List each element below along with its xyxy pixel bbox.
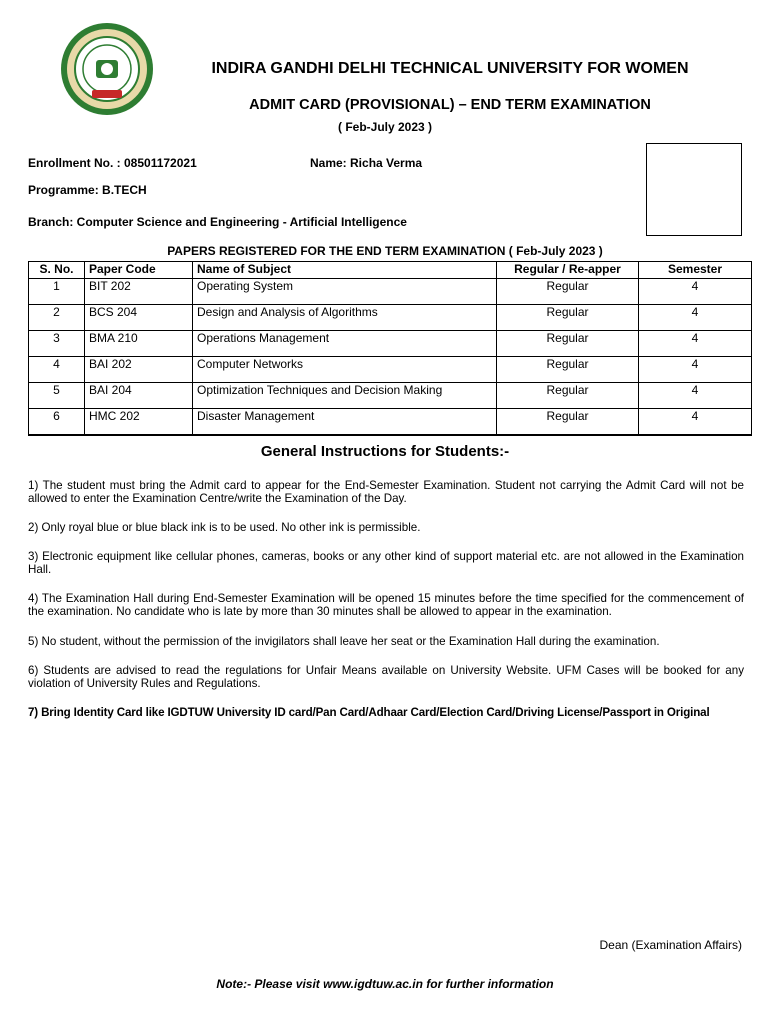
cell-code: BMA 210 [85, 331, 193, 357]
cell-type: Regular [497, 331, 639, 357]
cell-sno: 4 [29, 357, 85, 383]
table-row [29, 409, 752, 436]
cell-type: Regular [497, 279, 639, 305]
cell-code: HMC 202 [85, 409, 193, 436]
university-name: INDIRA GANDHI DELHI TECHNICAL UNIVERSITY FOR WOMEN [211, 60, 689, 77]
instruction-item: 3) Electronic equipment like cellular phones, cameras, books or any other kind of support material etc. are not allowed in the Examination Hall. [28, 550, 744, 576]
col-semester: Semester [639, 262, 752, 279]
col-paper-code: Paper Code [85, 262, 193, 279]
cell-code: BCS 204 [85, 305, 193, 331]
table-header-row [29, 262, 752, 279]
cell-type: Regular [497, 305, 639, 331]
col-sno: S. No. [29, 262, 85, 279]
cell-type: Regular [497, 409, 639, 436]
cell-subject: Operations Management [193, 331, 497, 357]
table-row [29, 279, 752, 305]
cell-subject: Optimization Techniques and Decision Making [193, 383, 497, 409]
cell-code: BAI 204 [85, 383, 193, 409]
table-row [29, 305, 752, 331]
branch: Branch: Computer Science and Engineering - Artificial Intelligence [28, 215, 407, 229]
cell-sno: 1 [29, 279, 85, 305]
table-row [29, 357, 752, 383]
cell-sno: 2 [29, 305, 85, 331]
instruction-item: 2) Only royal blue or blue black ink is to be used. No other ink is permissible. [28, 521, 421, 534]
instructions-title: General Instructions for Students:- [260, 443, 510, 460]
cell-semester: 4 [639, 331, 752, 357]
exam-session: ( Feb-July 2023 ) [337, 120, 433, 134]
cell-subject: Disaster Management [193, 409, 497, 436]
cell-sno: 6 [29, 409, 85, 436]
col-type: Regular / Re-apper [497, 262, 639, 279]
cell-semester: 4 [639, 409, 752, 436]
cell-type: Regular [497, 357, 639, 383]
cell-code: BAI 202 [85, 357, 193, 383]
cell-subject: Operating System [193, 279, 497, 305]
instruction-item: 4) The Examination Hall during End-Semester Examination will be opened 15 minutes before the time specified for the commencement of the examination. No candidate who is late by more than 30 minutes shall be allowed to appear in the examination. [28, 592, 744, 618]
footer-note: Note:- Please visit www.igdtuw.ac.in for further information [216, 977, 554, 991]
cell-semester: 4 [639, 305, 752, 331]
instruction-item-id-card: 7) Bring Identity Card like IGDTUW University ID card/Pan Card/Adhaar Card/Election Card/Driving License/Passport in Original [28, 706, 710, 719]
table-row [29, 383, 752, 409]
table-row [29, 331, 752, 357]
university-seal-icon [60, 22, 154, 116]
programme: Programme: B.TECH [28, 183, 147, 197]
papers-heading: PAPERS REGISTERED FOR THE END TERM EXAMINATION ( Feb-July 2023 ) [167, 244, 603, 258]
cell-semester: 4 [639, 383, 752, 409]
signatory: Dean (Examination Affairs) [599, 938, 742, 952]
cell-type: Regular [497, 383, 639, 409]
photo-box [646, 143, 742, 236]
cell-subject: Computer Networks [193, 357, 497, 383]
cell-subject: Design and Analysis of Algorithms [193, 305, 497, 331]
admit-card-title: ADMIT CARD (PROVISIONAL) – END TERM EXAMINATION [249, 97, 651, 113]
cell-semester: 4 [639, 279, 752, 305]
instruction-item: 1) The student must bring the Admit card to appear for the End-Semester Examination. Student not carrying the Admit Card will not be allowed to enter the Examination Centre/write the Examination of the Day. [28, 479, 744, 505]
student-name: Name: Richa Verma [310, 156, 423, 170]
cell-code: BIT 202 [85, 279, 193, 305]
enrollment-number: Enrollment No. : 08501172021 [28, 156, 197, 170]
cell-sno: 5 [29, 383, 85, 409]
instruction-item: 5) No student, without the permission of the invigilators shall leave her seat or the Examination Hall during the examination. [28, 635, 660, 648]
cell-sno: 3 [29, 331, 85, 357]
cell-semester: 4 [639, 357, 752, 383]
instruction-item: 6) Students are advised to read the regulations for Unfair Means available on University Website. UFM Cases will be booked for any violation of University Rules and Regulations. [28, 664, 744, 690]
papers-table [28, 261, 752, 436]
col-subject: Name of Subject [193, 262, 497, 279]
